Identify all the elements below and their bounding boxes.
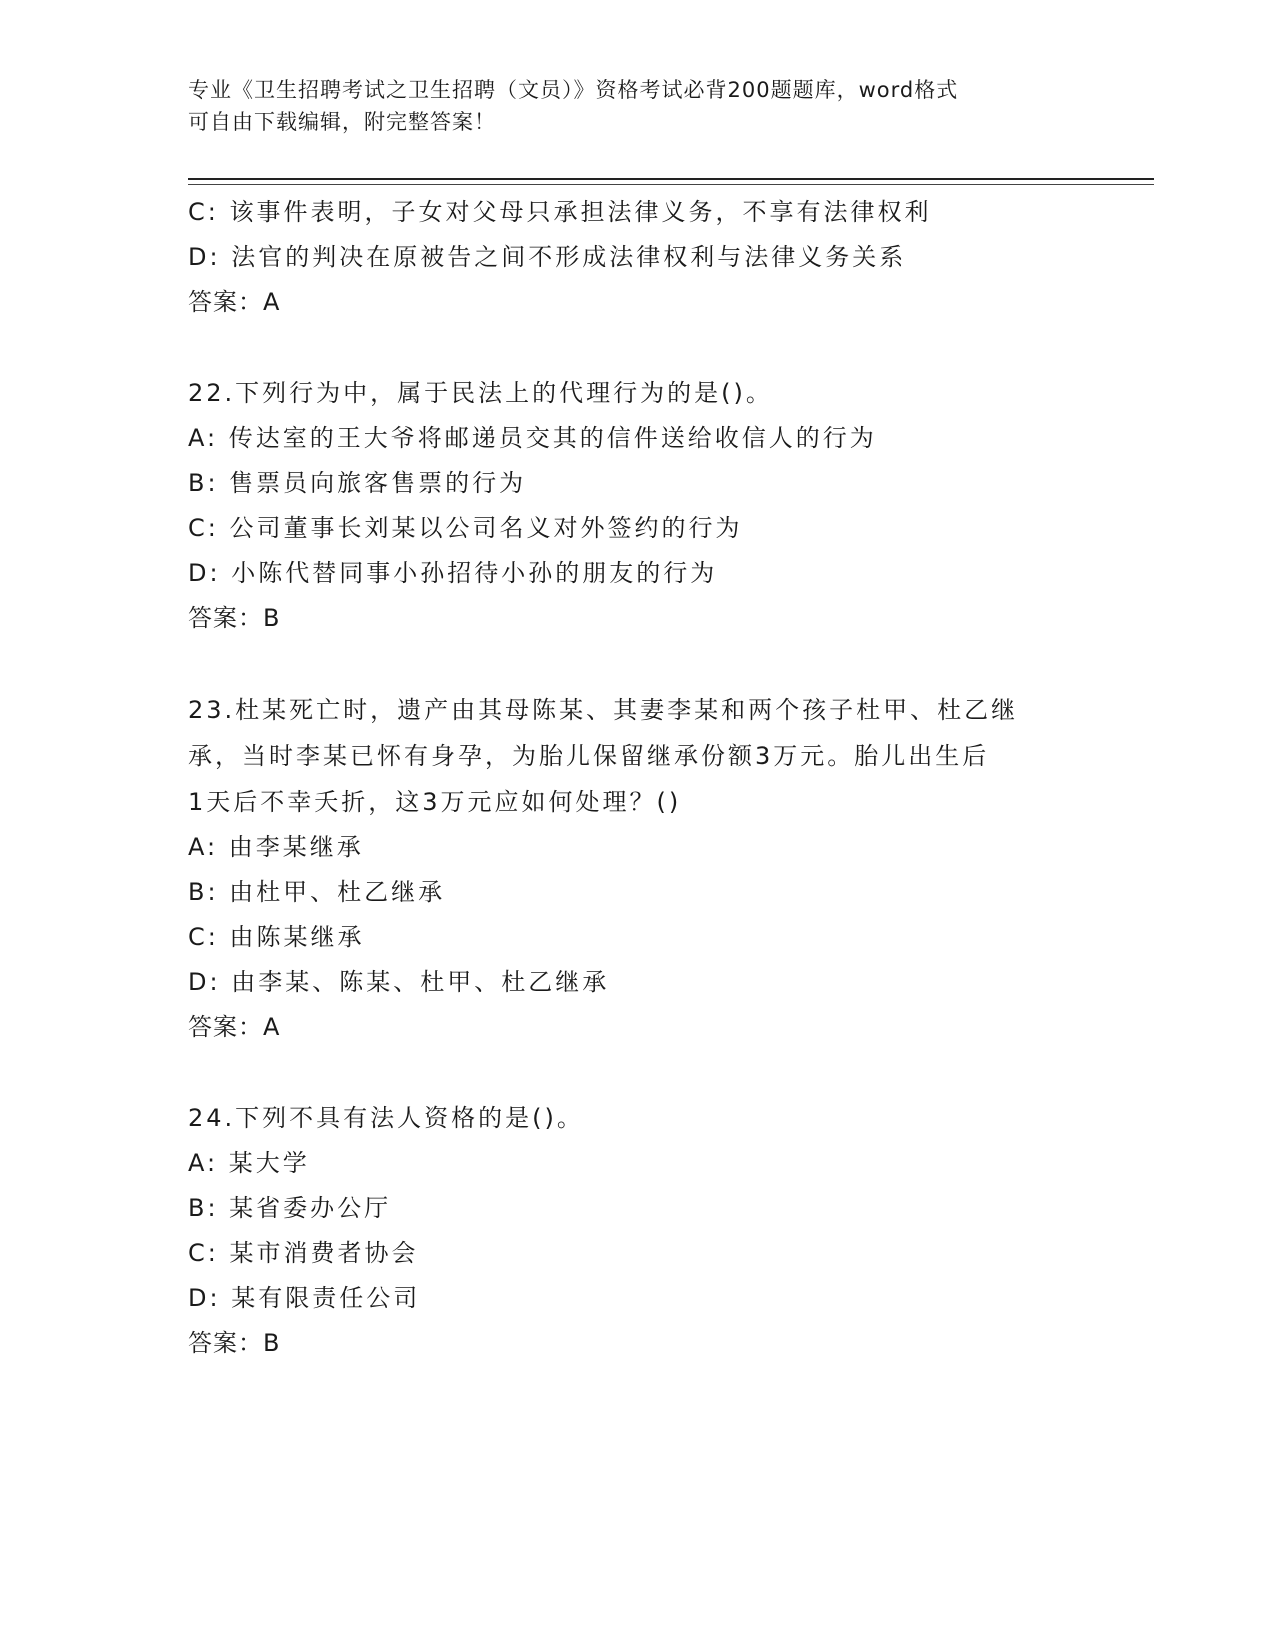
answer-line: 答案：A bbox=[188, 288, 281, 316]
option-c: C: 该事件表明，子女对父母只承担法律义务，不享有法律权利 bbox=[188, 198, 932, 226]
spacer bbox=[188, 641, 1088, 687]
option-c: C: 某市消费者协会 bbox=[188, 1239, 419, 1267]
document-header bbox=[188, 74, 1088, 138]
option-c: C: 公司董事长刘某以公司名义对外签约的行为 bbox=[188, 514, 743, 542]
option-a: A: 由李某继承 bbox=[188, 833, 364, 861]
header-line-2: 可自由下载编辑，附完整答案！ bbox=[188, 110, 496, 134]
answer-line: 答案：A bbox=[188, 1013, 281, 1041]
option-b: B: 由杜甲、杜乙继承 bbox=[188, 878, 446, 906]
answer-line: 答案：B bbox=[188, 604, 281, 632]
option-c: C: 由陈某继承 bbox=[188, 923, 365, 951]
question-stem-line-1: 23.杜某死亡时，遗产由其母陈某、其妻李某和两个孩子杜甲、杜乙继 bbox=[188, 696, 1019, 724]
header-rule-thick bbox=[188, 178, 1154, 180]
question-24 bbox=[188, 1096, 1088, 1366]
option-d: D: 法官的判决在原被告之间不形成法律权利与法律义务关系 bbox=[188, 243, 907, 271]
option-b: B: 某省委办公厅 bbox=[188, 1194, 392, 1222]
question-content bbox=[188, 190, 1088, 1366]
option-d: D: 某有限责任公司 bbox=[188, 1284, 421, 1312]
option-a: A: 传达室的王大爷将邮递员交其的信件送给收信人的行为 bbox=[188, 424, 877, 452]
answer-line: 答案：B bbox=[188, 1329, 281, 1357]
question-22 bbox=[188, 371, 1088, 641]
question-stem: 22.下列行为中，属于民法上的代理行为的是()。 bbox=[188, 379, 773, 407]
spacer bbox=[188, 325, 1088, 371]
option-d: D: 小陈代替同事小孙招待小孙的朋友的行为 bbox=[188, 559, 718, 587]
option-d: D: 由李某、陈某、杜甲、杜乙继承 bbox=[188, 968, 610, 996]
option-a: A: 某大学 bbox=[188, 1149, 310, 1177]
question-stem: 24.下列不具有法人资格的是()。 bbox=[188, 1104, 584, 1132]
question-stem-line-3: 1天后不幸夭折，这3万元应如何处理？() bbox=[188, 788, 682, 816]
question-stem-line-2: 承，当时李某已怀有身孕，为胎儿保留继承份额3万元。胎儿出生后 bbox=[188, 742, 990, 770]
option-b: B: 售票员向旅客售票的行为 bbox=[188, 469, 527, 497]
carryover-block bbox=[188, 190, 1088, 325]
question-23 bbox=[188, 687, 1088, 1050]
header-line-1: 专业《卫生招聘考试之卫生招聘（文员）》资格考试必背200题题库，word格式 bbox=[188, 78, 959, 102]
spacer bbox=[188, 1050, 1088, 1096]
header-rule-thin bbox=[188, 184, 1154, 185]
